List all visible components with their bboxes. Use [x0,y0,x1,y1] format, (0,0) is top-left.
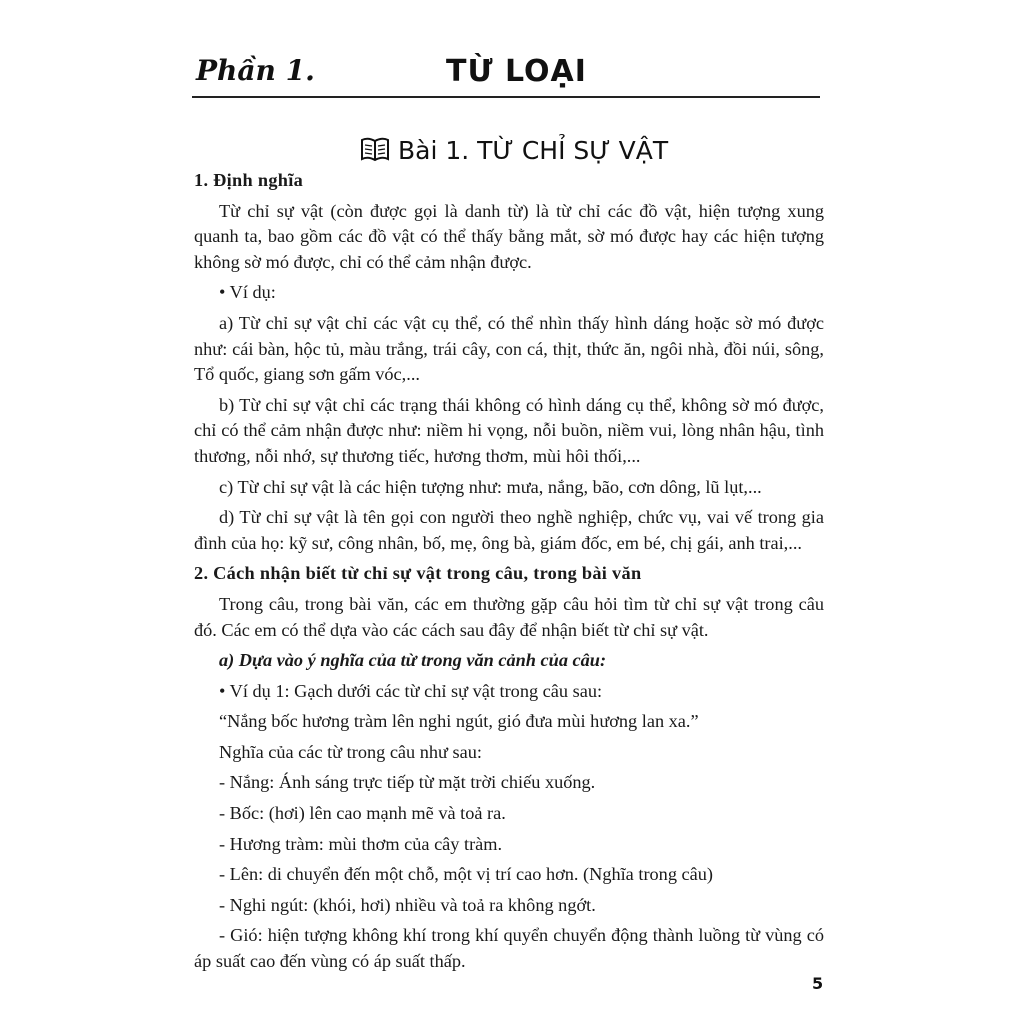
definition-paragraph: Từ chỉ sự vật (còn được gọi là danh từ) là từ chỉ các đồ vật, hiện tượng xung quanh ta, bao gồm các đồ vật có thể thấy bằng mắt, sờ mó được hay các hiện tượng không sờ mó được, chỉ có thể cảm nhận được. [194,200,824,272]
meaning-item: - Bốc: (hơi) lên cao mạnh mẽ và toả ra. [219,803,506,824]
example-d: d) Từ chỉ sự vật là tên gọi con người theo nghề nghiệp, chức vụ, vai vế trong gia đình của họ: kỹ sư, công nhân, bố, mẹ, ông bà, giám đốc, em bé, chị gái, anh trai,... [194,507,824,553]
page-header [192,48,820,96]
example-1-label: • Ví dụ 1: Gạch dưới các từ chỉ sự vật trong câu sau: [219,680,603,701]
meaning-item: - Nghi ngút: (khói, hơi) nhiều và toả ra không ngớt. [219,894,596,915]
section-2-heading: 2. Cách nhận biết từ chỉ sự vật trong câu, trong bài văn [194,563,642,584]
example-b: b) Từ chỉ sự vật chỉ các trạng thái không có hình dáng cụ thể, không sờ mó được, chỉ có thể cảm nhận được như: niềm hi vọng, nỗi buồn, niềm vui, lòng nhân hậu, tình thương, nỗi nhớ, sự thương tiếc, hương thơm, mùi hôi thối,... [194,394,824,466]
example-a: a) Từ chỉ sự vật chỉ các vật cụ thể, có thể nhìn thấy hình dáng hoặc sờ mó được như: cái bàn, hộc tủ, màu trắng, trái cây, con cá, thịt, thức ăn, ngôi nhà, đồi núi, sông, Tổ quốc, giang sơn gấm vóc,... [194,312,824,385]
part-label: Phần 1. [196,54,315,87]
meaning-intro: Nghĩa của các từ trong câu như sau: [219,741,482,762]
meaning-item: - Lên: di chuyển đến một chỗ, một vị trí cao hơn. (Nghĩa trong câu) [219,864,713,885]
open-book-icon [360,137,390,163]
header-divider [192,96,820,98]
section-1-heading: 1. Định nghĩa [194,170,304,190]
example-c: c) Từ chỉ sự vật là các hiện tượng như: mưa, nắng, bão, cơn dông, lũ lụt,... [219,476,762,497]
page-number: 5 [812,974,824,993]
lesson-title [360,130,668,170]
meaning-item: - Nắng: Ánh sáng trực tiếp từ mặt trời chiếu xuống. [219,772,596,793]
page-content [194,168,824,975]
example-label: • Ví dụ: [219,282,276,303]
section-2-intro: Trong câu, trong bài văn, các em thường gặp câu hỏi tìm từ chỉ sự vật trong câu đó. Các em có thể dựa vào các cách sau đây để nhận biết từ chỉ sự vật. [194,593,824,640]
method-a-subheading: a) Dựa vào ý nghĩa của từ trong văn cảnh của câu: [219,650,607,671]
meaning-item: - Hương tràm: mùi thơm của cây tràm. [219,833,503,854]
chapter-title: TỪ LOẠI [446,54,587,89]
meaning-item: - Gió: hiện tượng không khí trong khí quyển chuyển động thành luồng từ vùng có áp suất cao đến vùng có áp suất thấp. [194,925,824,972]
example-quote: “Nắng bốc hương tràm lên nghi ngút, gió đưa mùi hương lan xa.” [219,711,699,732]
lesson-title-text: Bài 1. TỪ CHỈ SỰ VẬT [398,135,669,165]
